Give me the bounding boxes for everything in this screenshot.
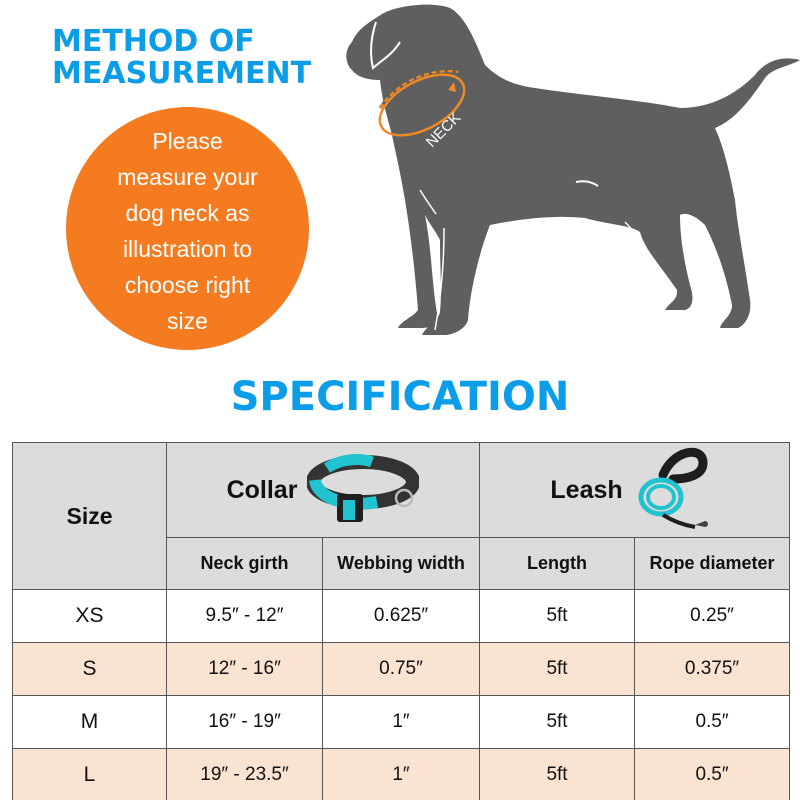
webbing-width-cell: 1″ bbox=[323, 696, 480, 749]
webbing-width-cell: 0.75″ bbox=[323, 643, 480, 696]
instruction-circle bbox=[66, 107, 309, 350]
method-of-measurement-title bbox=[52, 26, 311, 90]
table-row bbox=[13, 749, 790, 800]
instruction-line: size bbox=[167, 307, 208, 334]
dog-illustration bbox=[340, 0, 800, 345]
instruction-line: illustration to bbox=[122, 235, 253, 262]
length-cell: 5ft bbox=[480, 696, 635, 749]
instruction-line: choose right bbox=[124, 271, 251, 298]
size-spec-table bbox=[12, 442, 790, 800]
size-cell: S bbox=[13, 643, 167, 696]
length-cell: 5ft bbox=[480, 590, 635, 643]
specification-title: SPECIFICATION bbox=[230, 374, 570, 420]
collar-header bbox=[167, 443, 480, 538]
rope-diameter-cell: 0.5″ bbox=[635, 696, 790, 749]
neck-label: NECK bbox=[422, 109, 465, 151]
table-row bbox=[13, 696, 790, 749]
neck-girth-header: Neck girth bbox=[167, 538, 323, 590]
dog-silhouette-icon bbox=[340, 0, 800, 345]
instruction-line: dog neck as bbox=[125, 199, 250, 226]
collar-label: Collar bbox=[226, 475, 298, 504]
leash-label: Leash bbox=[550, 475, 623, 504]
title-line-2: MEASUREMENT bbox=[52, 56, 312, 91]
neck-girth-cell: 16″ - 19″ bbox=[167, 696, 323, 749]
leash-product-icon bbox=[633, 445, 719, 535]
neck-girth-cell: 9.5″ - 12″ bbox=[167, 590, 323, 643]
table-row bbox=[13, 643, 790, 696]
rope-diameter-header: Rope diameter bbox=[635, 538, 790, 590]
size-header: Size bbox=[13, 443, 167, 590]
instruction-line: Please bbox=[152, 127, 223, 154]
table-row bbox=[13, 590, 790, 643]
table-header-row bbox=[13, 443, 790, 538]
webbing-width-cell: 0.625″ bbox=[323, 590, 480, 643]
leash-header bbox=[480, 443, 790, 538]
neck-girth-cell: 12″ - 16″ bbox=[167, 643, 323, 696]
rope-diameter-cell: 0.25″ bbox=[635, 590, 790, 643]
rope-diameter-cell: 0.375″ bbox=[635, 643, 790, 696]
length-cell: 5ft bbox=[480, 749, 635, 800]
size-cell: L bbox=[13, 749, 167, 800]
length-cell: 5ft bbox=[480, 643, 635, 696]
rope-diameter-cell: 0.5″ bbox=[635, 749, 790, 800]
neck-girth-cell: 19″ - 23.5″ bbox=[167, 749, 323, 800]
size-cell: M bbox=[13, 696, 167, 749]
collar-product-icon bbox=[307, 450, 419, 530]
webbing-width-header: Webbing width bbox=[323, 538, 480, 590]
size-cell: XS bbox=[13, 590, 167, 643]
webbing-width-cell: 1″ bbox=[323, 749, 480, 800]
length-header: Length bbox=[480, 538, 635, 590]
title-line-1: METHOD OF bbox=[52, 24, 255, 59]
instruction-line: measure your bbox=[117, 163, 258, 190]
instruction-text bbox=[88, 123, 288, 339]
